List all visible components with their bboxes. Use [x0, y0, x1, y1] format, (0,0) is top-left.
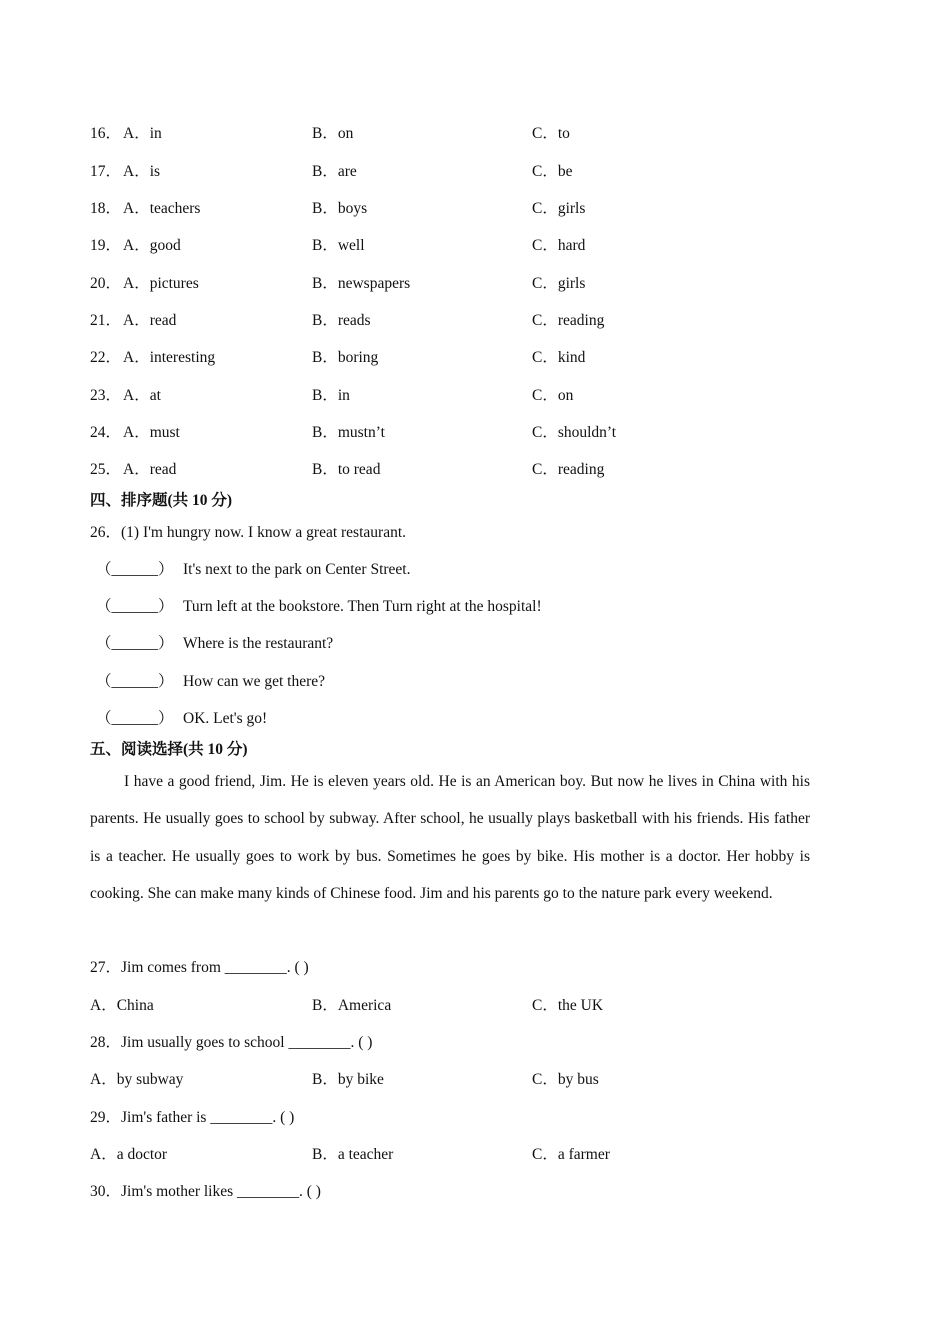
order-blank[interactable]: （______） — [96, 598, 174, 615]
section5-heading: 五、阅读选择(共 10 分) — [90, 741, 248, 758]
option-c[interactable]: C．a farmer — [532, 1146, 610, 1163]
order-text: Turn left at the bookstore. Then Turn right at the hospital! — [183, 598, 542, 615]
option-c[interactable]: C．kind — [532, 349, 586, 366]
option-c[interactable]: C．be — [532, 163, 573, 180]
question-number: 22． — [90, 349, 122, 366]
option-b[interactable]: B．are — [312, 163, 357, 180]
question-number: 21． — [90, 312, 122, 329]
question-number: 20． — [90, 275, 122, 292]
option-c[interactable]: C．reading — [532, 461, 605, 478]
question-number: 23． — [90, 387, 122, 404]
option-c[interactable]: C．girls — [532, 200, 586, 217]
option-c[interactable]: C．by bus — [532, 1071, 599, 1088]
question-number: 16． — [90, 125, 122, 142]
option-b[interactable]: B．mustn’t — [312, 424, 385, 441]
option-a[interactable]: A．a doctor — [90, 1146, 168, 1163]
option-a[interactable]: A．in — [123, 125, 162, 142]
option-a[interactable]: A．teachers — [123, 200, 201, 217]
order-blank[interactable]: （______） — [96, 635, 174, 652]
option-a[interactable]: A．at — [123, 387, 161, 404]
option-c[interactable]: C．reading — [532, 312, 605, 329]
order-line-1 — [96, 559, 411, 581]
question-26: 26．(1) I'm hungry now. I know a great restaurant. — [90, 524, 407, 541]
order-blank[interactable]: （______） — [96, 673, 174, 690]
question-number: 25． — [90, 461, 122, 478]
question-30: 30．Jim's mother likes ________. ( ) — [90, 1183, 321, 1200]
order-line-5 — [96, 708, 268, 730]
order-text: OK. Let's go! — [183, 710, 268, 727]
order-text: Where is the restaurant? — [183, 635, 334, 652]
question-number: 19． — [90, 237, 122, 254]
option-b[interactable]: B．boys — [312, 200, 368, 217]
order-blank[interactable]: （______） — [96, 710, 174, 727]
option-a[interactable]: A．must — [123, 424, 180, 441]
option-b[interactable]: B．newspapers — [312, 275, 411, 292]
order-line-2 — [96, 596, 542, 618]
option-b[interactable]: B．in — [312, 387, 350, 404]
question-number: 18． — [90, 200, 122, 217]
question-27: 27．Jim comes from ________. ( ) — [90, 959, 309, 976]
option-c[interactable]: C．the UK — [532, 997, 604, 1014]
option-a[interactable]: A．is — [123, 163, 161, 180]
order-blank[interactable]: （______） — [96, 561, 174, 578]
question-number: 17． — [90, 163, 122, 180]
option-c[interactable]: C．shouldn’t — [532, 424, 617, 441]
option-a[interactable]: A．read — [123, 461, 177, 478]
option-b[interactable]: B．reads — [312, 312, 371, 329]
section4-heading: 四、排序题(共 10 分) — [90, 492, 233, 509]
reading-passage: I have a good friend, Jim. He is eleven years old. He is an American boy. But now he lives in China with his parents. He usually goes to school by subway. After school, he usually plays basketball with his friends. His father is a teacher. He usually goes to work by bus. Sometimes he goes by bike. His mother is a doctor. Her hobby is cooking. She can make many kinds of Chinese food. Jim and his parents go to the nature park every weekend. — [90, 773, 810, 903]
option-c[interactable]: C．to — [532, 125, 570, 142]
order-line-3 — [96, 633, 334, 655]
option-a[interactable]: A．good — [123, 237, 181, 254]
order-text: How can we get there? — [183, 673, 326, 690]
question-29: 29．Jim's father is ________. ( ) — [90, 1109, 295, 1126]
option-a[interactable]: A．pictures — [123, 275, 199, 292]
option-b[interactable]: B．a teacher — [312, 1146, 394, 1163]
option-b[interactable]: B．boring — [312, 349, 379, 366]
option-b[interactable]: B．well — [312, 237, 365, 254]
option-b[interactable]: B．to read — [312, 461, 381, 478]
question-number: 24． — [90, 424, 122, 441]
option-b[interactable]: B．America — [312, 997, 392, 1014]
option-c[interactable]: C．girls — [532, 275, 586, 292]
option-a[interactable]: A．by subway — [90, 1071, 184, 1088]
order-text: It's next to the park on Center Street. — [183, 561, 411, 578]
question-28: 28．Jim usually goes to school ________. ( ) — [90, 1034, 373, 1051]
option-b[interactable]: B．on — [312, 125, 354, 142]
option-c[interactable]: C．on — [532, 387, 574, 404]
option-b[interactable]: B．by bike — [312, 1071, 384, 1088]
order-line-4 — [96, 671, 326, 693]
option-c[interactable]: C．hard — [532, 237, 586, 254]
option-a[interactable]: A．interesting — [123, 349, 216, 366]
option-a[interactable]: A．read — [123, 312, 177, 329]
option-a[interactable]: A．China — [90, 997, 154, 1014]
